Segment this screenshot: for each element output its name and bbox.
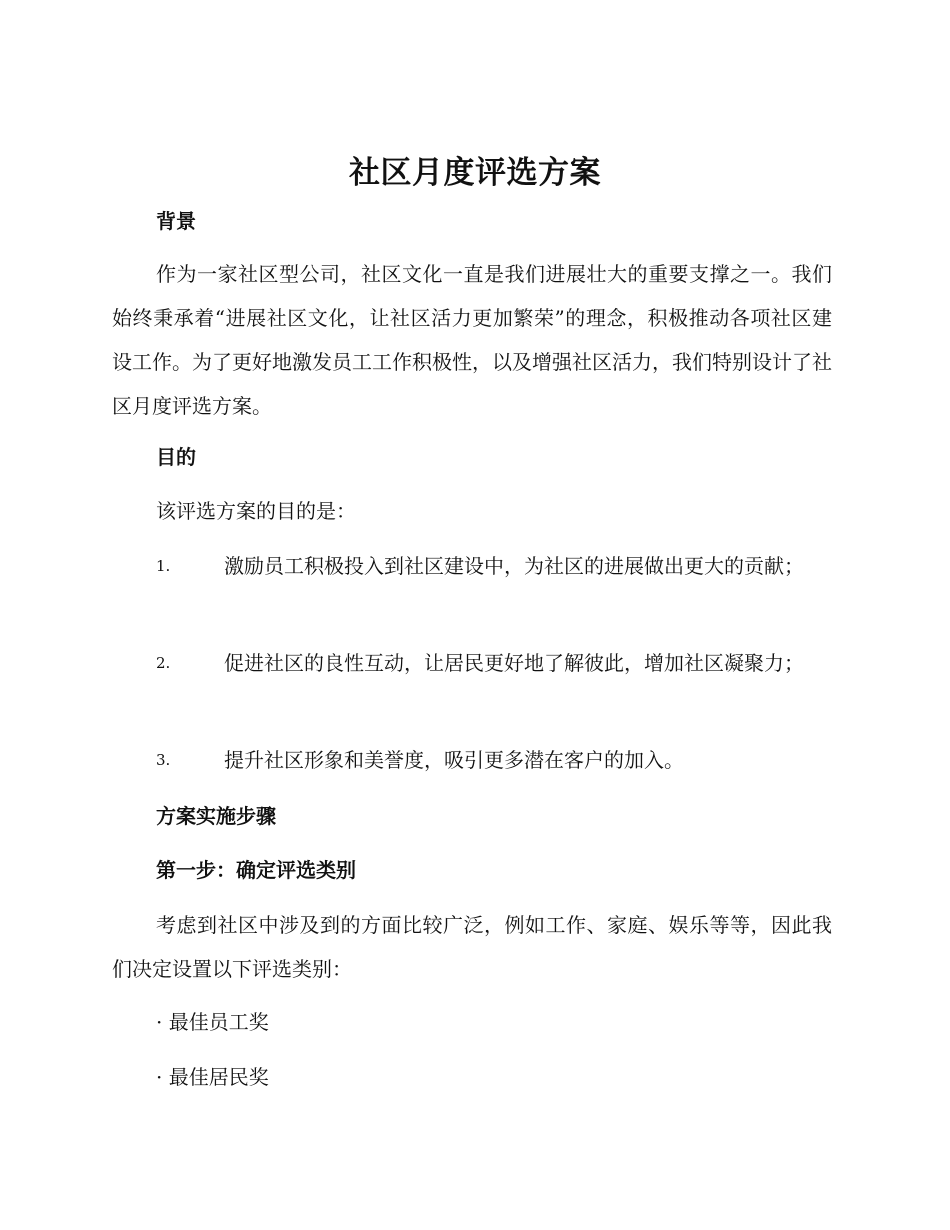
list-text: 提升社区形象和美誉度，吸引更多潜在客户的加入。 (224, 748, 684, 772)
list-number: 2. (156, 654, 171, 672)
page-title: 社区月度评选方案 (349, 155, 601, 191)
category-item: · 最佳居民奖 (156, 1065, 269, 1089)
section-heading-steps: 方案实施步骤 (156, 804, 276, 828)
purpose-intro: 该评选方案的目的是： (156, 499, 356, 523)
step1-paragraph: 考虑到社区中涉及到的方面比较广泛，例如工作、家庭、娱乐等等，因此我们决定设置以下评选类别： (112, 913, 832, 981)
category-item: · 最佳员工奖 (156, 1010, 269, 1034)
section-heading-purpose: 目的 (156, 445, 196, 469)
step1-heading: 第一步：确定评选类别 (156, 858, 356, 882)
list-number: 3. (156, 751, 171, 769)
list-number: 1. (156, 557, 171, 575)
list-item (112, 738, 832, 782)
background-paragraph: 作为一家社区型公司，社区文化一直是我们进展壮大的重要支撑之一。我们始终秉承着“进展社区文化，让社区活力更加繁荣”的理念，积极推动各项社区建设工作。为了更好地激发员工工作积极性，以及增强社区活力，我们特别设计了社区月度评选方案。 (112, 262, 832, 418)
list-item (112, 544, 832, 588)
list-text: 促进社区的良性互动，让居民更好地了解彼此，增加社区凝聚力； (224, 651, 804, 675)
section-heading-background: 背景 (156, 209, 196, 233)
list-item (112, 641, 832, 685)
list-text: 激励员工积极投入到社区建设中，为社区的进展做出更大的贡献； (224, 554, 804, 578)
